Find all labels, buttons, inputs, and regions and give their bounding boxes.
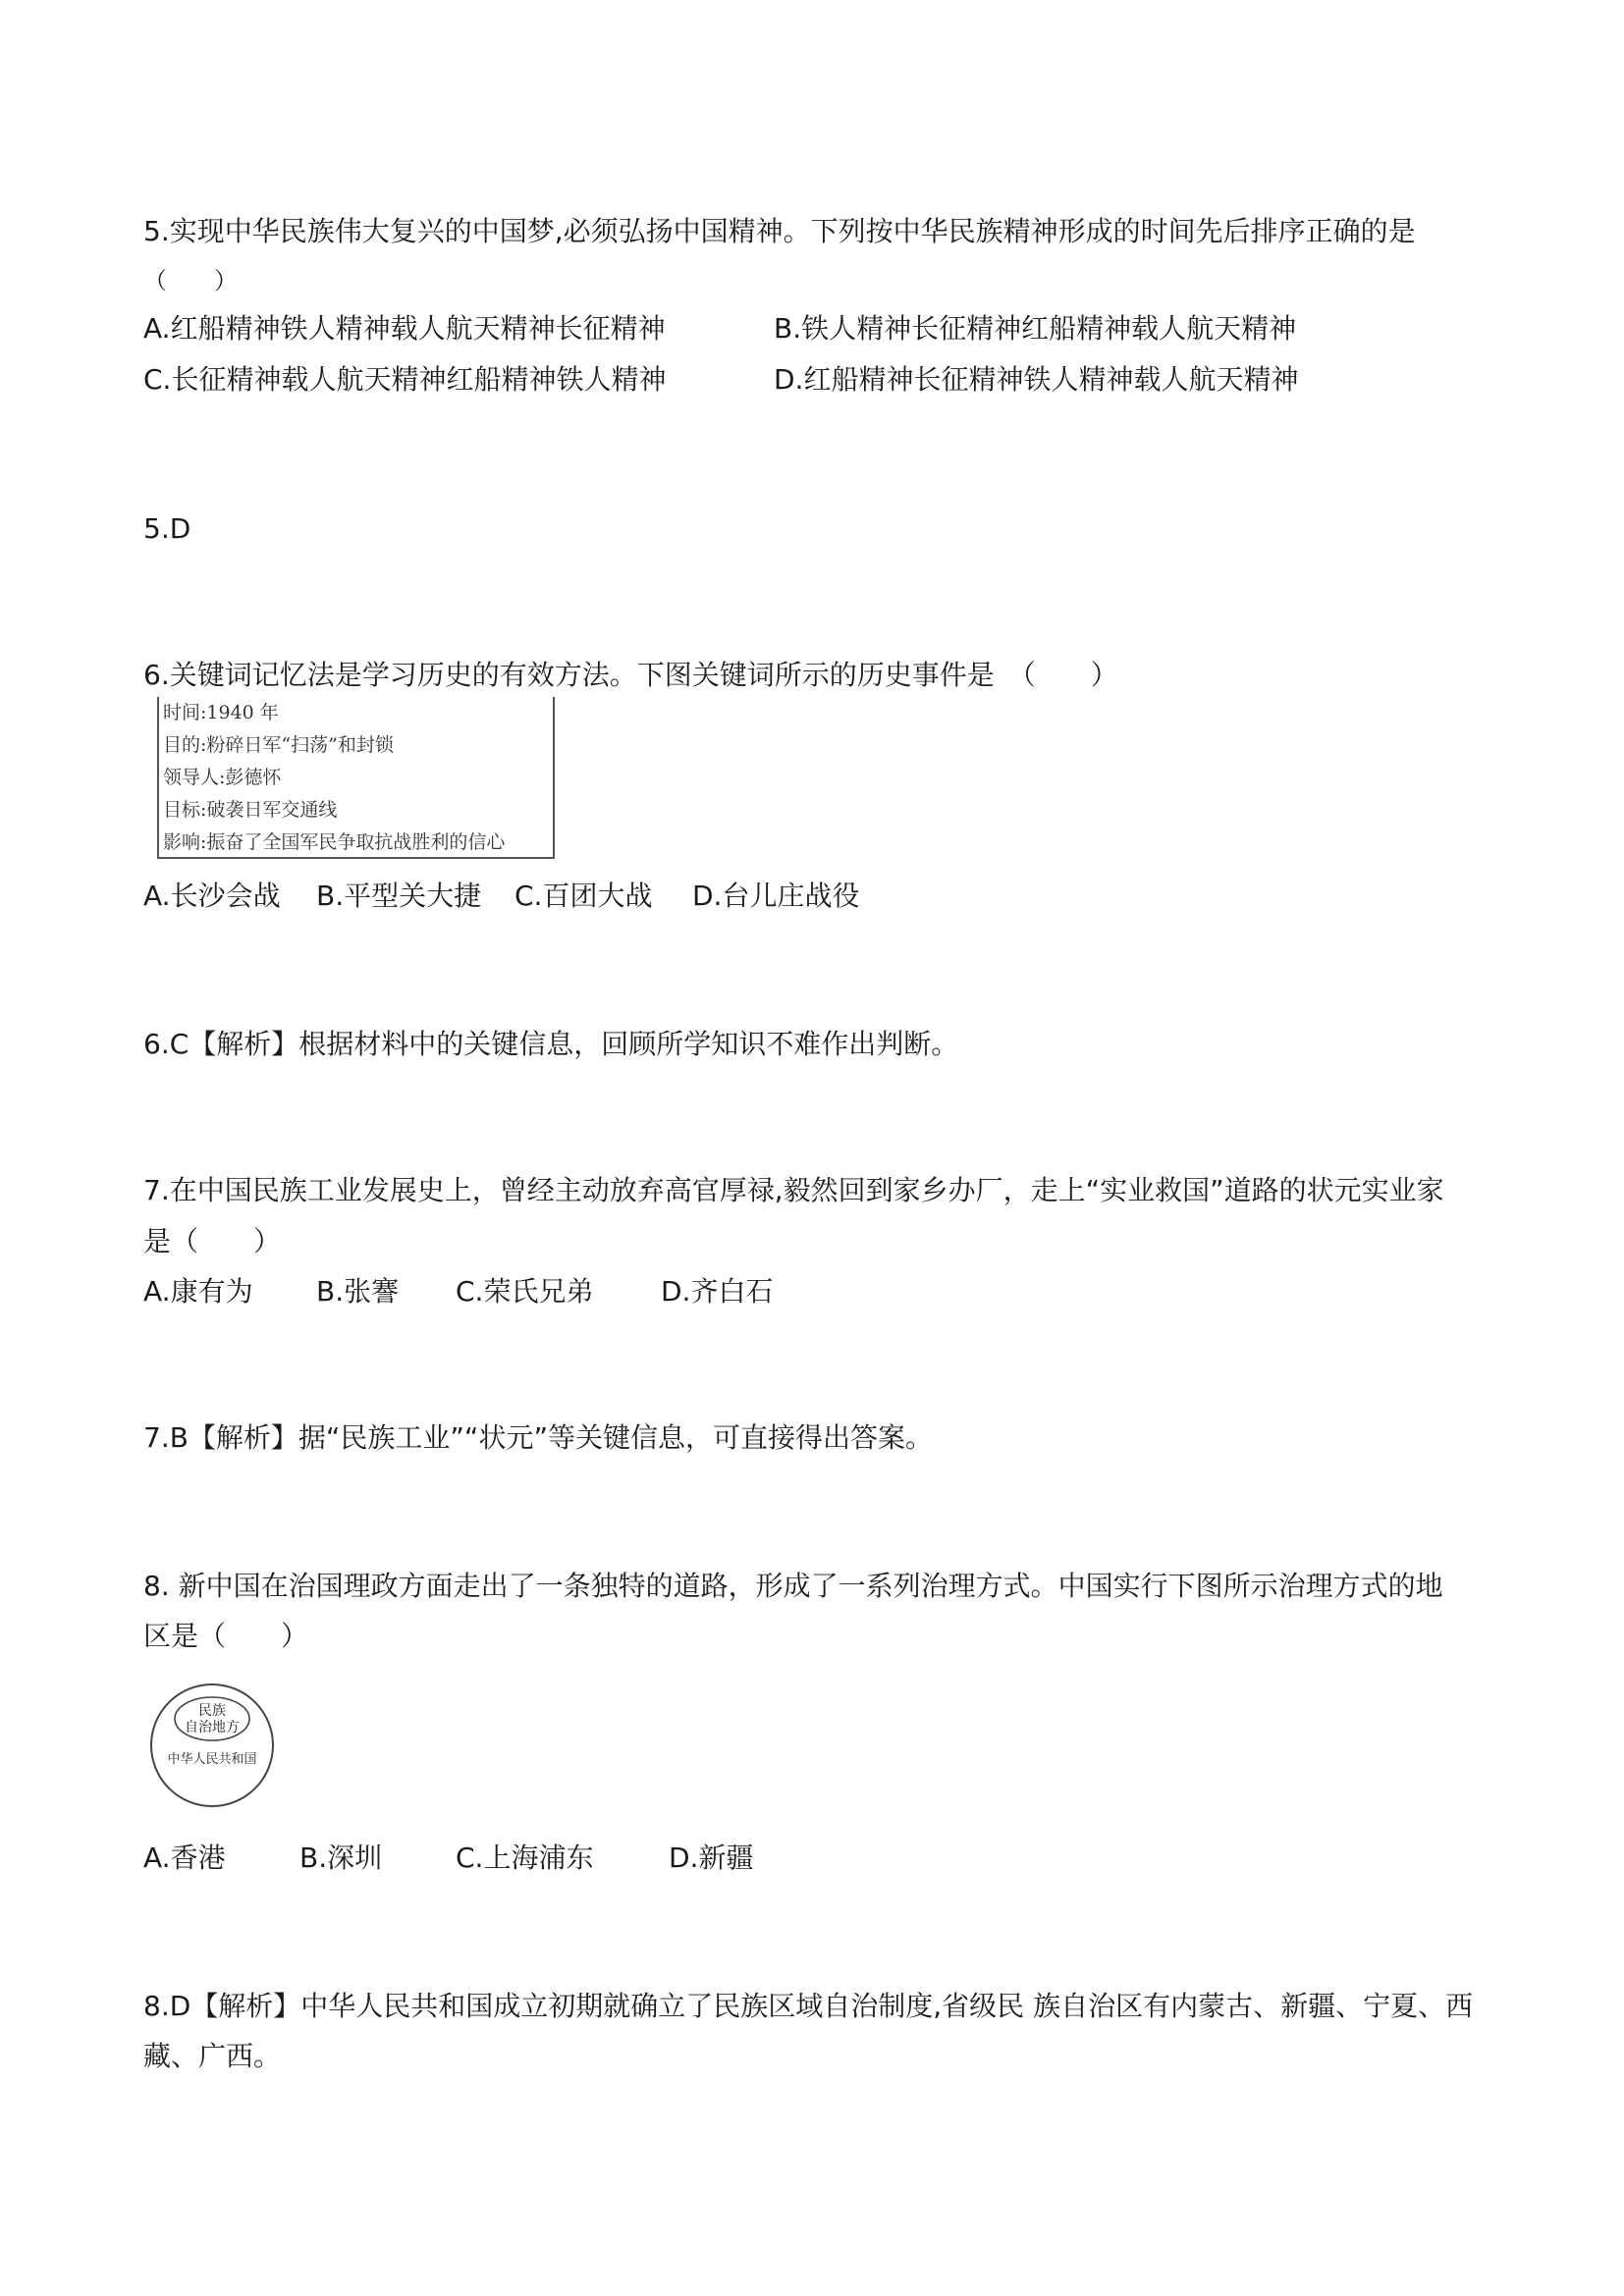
q6-answer: 6.C【解析】根据材料中的关键信息，回顾所学知识不难作出判断。: [143, 1028, 959, 1060]
keyword-purpose: 目的:粉碎日军“扫荡”和封锁: [163, 734, 394, 756]
q8-answer-line1: 8.D【解析】中华人民共和国成立初期就确立了民族区域自治制度,省级民 族自治区有内蒙古、新疆、宁夏、西: [143, 1990, 1474, 2022]
q6-option-b: B.平型关大捷: [316, 880, 482, 912]
keyword-impact: 影响:振奋了全国军民争取抗战胜利的信心: [163, 831, 506, 853]
q7-option-b: B.张謇: [316, 1275, 400, 1308]
q7-stem-line2: 是（ ）: [143, 1225, 282, 1257]
q5-stem-line2: （ ）: [143, 267, 238, 294]
q8-option-d: D.新疆: [669, 1842, 754, 1874]
q5-option-d: D.红船精神长征精神铁人精神载人航天精神: [774, 363, 1299, 396]
keyword-time: 时间:1940 年: [163, 702, 279, 723]
q8-option-b: B.深圳: [299, 1842, 383, 1874]
q8-stem-line2: 区是（ ）: [143, 1620, 309, 1652]
q5-option-a: A.红船精神铁人精神载人航天精神长征精神: [143, 312, 666, 345]
q6-option-c: C.百团大战: [514, 880, 653, 912]
outer-label: 中华人民共和国: [167, 1752, 257, 1767]
q6-option-a: A.长沙会战: [143, 880, 281, 912]
q7-answer: 7.B【解析】据“民族工业”“状元”等关键信息，可直接得出答案。: [143, 1421, 933, 1454]
keyword-leader: 领导人:彭德怀: [163, 767, 282, 788]
q8-stem-line1: 8. 新中国在治国理政方面走出了一条独特的道路，形成了一系列治理方式。中国实行下图所示治理方式的地: [143, 1570, 1443, 1602]
q8-option-c: C.上海浦东: [456, 1842, 594, 1874]
autonomy-diagram: [147, 1681, 277, 1810]
q5-option-c: C.长征精神载人航天精神红船精神铁人精神: [143, 363, 667, 396]
q7-option-a: A.康有为: [143, 1275, 253, 1308]
q5-option-b: B.铁人精神长征精神红船精神载人航天精神: [774, 312, 1297, 345]
q6-option-d: D.台儿庄战役: [692, 880, 860, 912]
q6-stem: 6.关键词记忆法是学习历史的有效方法。下图关键词所示的历史事件是 （ ）: [143, 659, 1118, 691]
inner-label-line2: 自治地方: [185, 1720, 240, 1735]
q7-stem-line1: 7.在中国民族工业发展史上，曾经主动放弃高官厚禄,毅然回到家乡办厂，走上“实业救国”道路的状元实业家: [143, 1174, 1444, 1206]
q5-stem-line1: 5.实现中华民族伟大复兴的中国梦,必须弘扬中国精神。下列按中华民族精神形成的时间先后排序正确的是: [143, 215, 1416, 247]
inner-label-line1: 民族: [198, 1703, 226, 1719]
q7-option-d: D.齐白石: [661, 1275, 774, 1308]
keyword-target: 目标:破袭日军交通线: [163, 799, 338, 821]
q5-answer: 5.D: [143, 512, 191, 545]
q8-option-a: A.香港: [143, 1842, 226, 1874]
q8-answer-line2: 藏、广西。: [143, 2040, 282, 2072]
q7-option-c: C.荣氏兄弟: [456, 1275, 594, 1308]
